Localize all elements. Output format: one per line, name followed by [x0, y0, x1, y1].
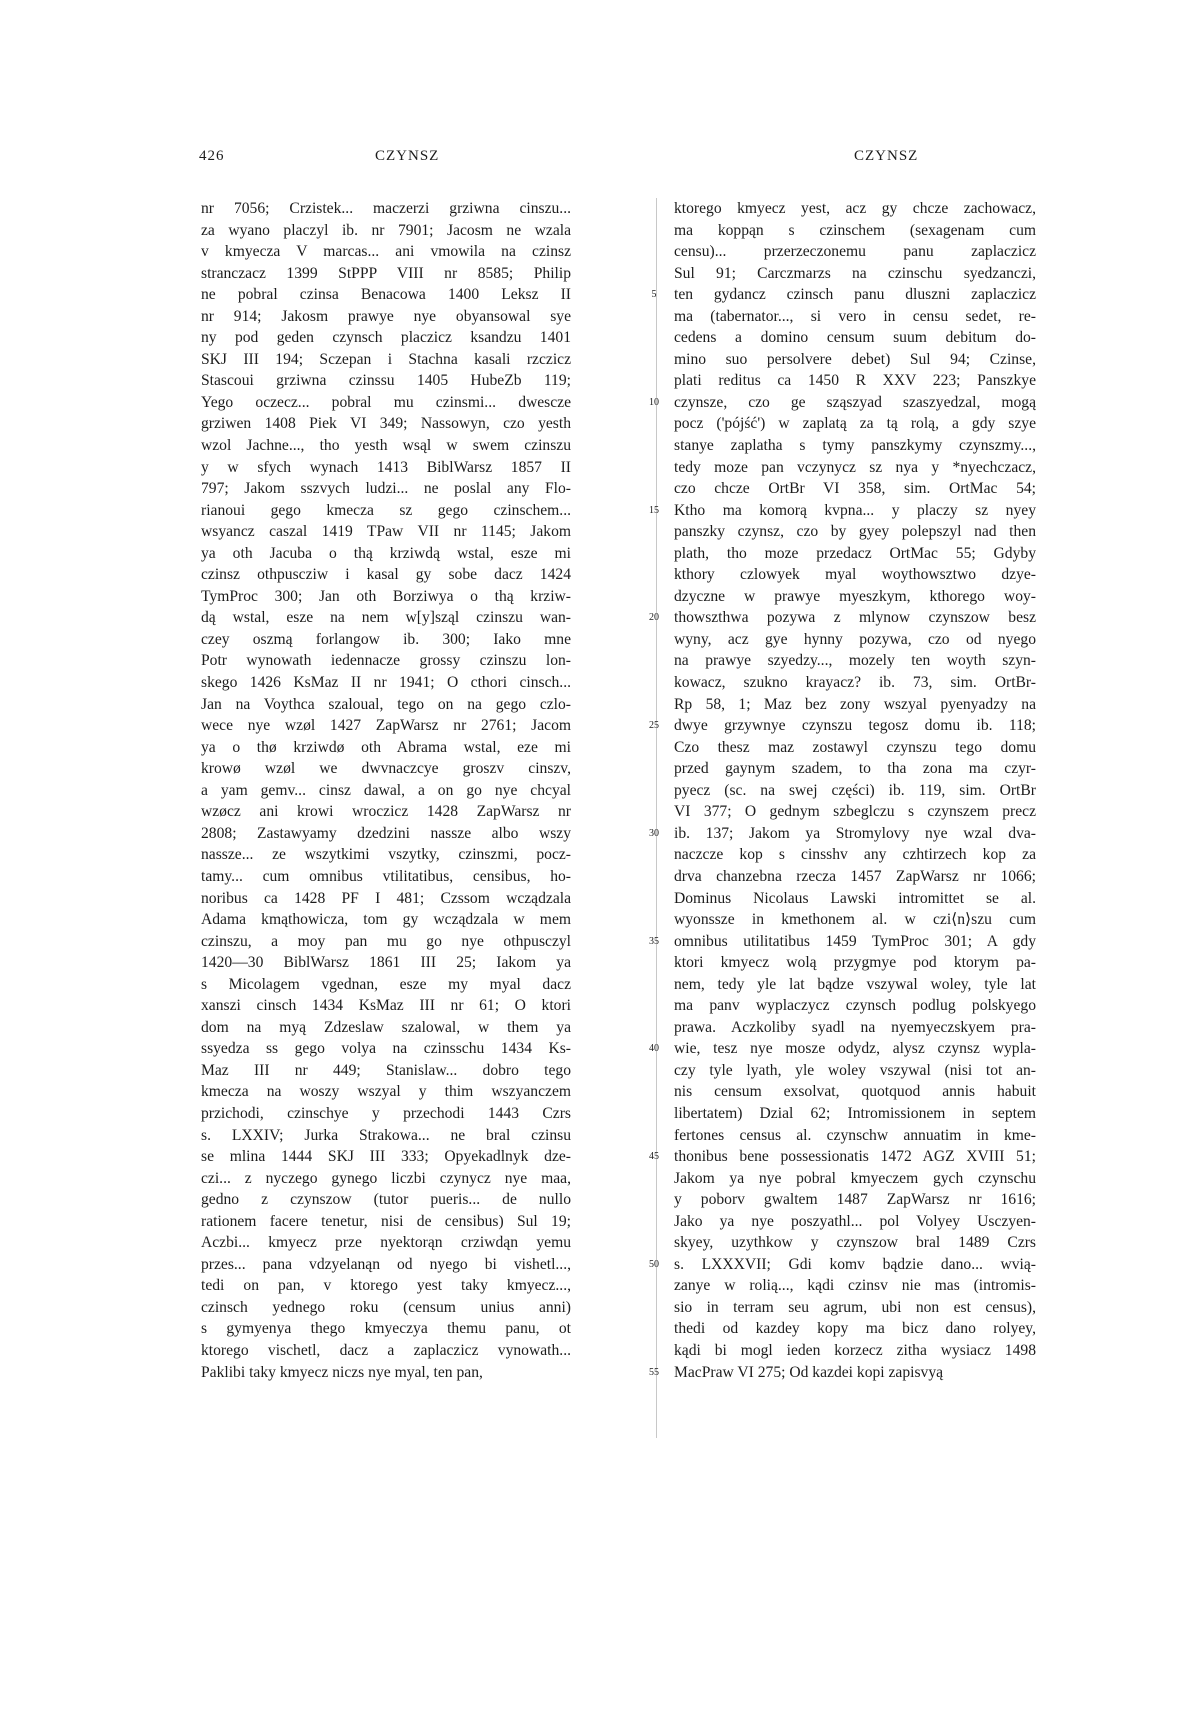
line-number: 45 — [649, 1151, 659, 1163]
text-line: tedi on pan, v ktorego yest taky kmyecz..., — [201, 1277, 571, 1295]
text-line: nis censum exsolvat, quotquod annis habuit — [674, 1083, 1036, 1101]
text-line: 1420—30 BiblWarsz 1861 III 25; Iakom ya — [201, 954, 571, 972]
text-line: ne pobral czinsa Benacowa 1400 Leksz II — [201, 286, 571, 304]
text-line: stanye zaplatha s tymy panszkymy czynszmy..., — [674, 437, 1036, 455]
text-line: skego 1426 KsMaz II nr 1941; O cthori cinsch... — [201, 674, 571, 692]
text-line: VI 377; O gednym szbeglczu s czynszem precz — [674, 803, 1036, 821]
text-line: Aczbi... kmyecz prze nyektorąn crziwdąn yemu — [201, 1234, 571, 1252]
text-line: przichodi, czinschye y przechodi 1443 Czrs — [201, 1104, 571, 1122]
text-line: ten gydancz czinsch panu dluszni zaplaczicz — [674, 286, 1036, 304]
text-line: xanszi cinsch 1434 KsMaz III nr 61; O ktori — [201, 997, 571, 1015]
text-line: czo chcze OrtBr VI 358, sim. OrtMac 54; — [674, 480, 1036, 498]
text-line: censu)... przerzeczonemu panu zaplaczicz — [674, 243, 1036, 261]
text-line: fertones census al. czynschw annuatim in kme- — [674, 1126, 1036, 1144]
text-line: Dominus Nicolaus Lawski intromittet se al. — [674, 889, 1036, 907]
text-line: Jan na Voythca szaloual, tego on na gego czlo- — [201, 695, 571, 713]
text-line: przed gaynym szadem, to tha zona ma czyr- — [674, 760, 1036, 778]
text-line: plath, tho moze przedacz OrtMac 55; Gdyby — [674, 544, 1036, 562]
line-number-gutter — [636, 198, 672, 1383]
text-line: czinsz othpusczіw i kasal gy sobe dacz 1424 — [201, 566, 571, 584]
text-line: thowszthwa pozywa z mlynow czynszow besz — [674, 609, 1036, 627]
page-number: 426 — [199, 148, 225, 164]
text-line: Paklibi taky kmyecz niczs nye myal, ten pan, — [201, 1363, 483, 1381]
text-line: ya oth Jacuba o thą krziwdą wstal, esze mi — [201, 544, 571, 562]
line-number: 30 — [649, 827, 659, 839]
text-line: naczcze kop s cinsshv any czhtirzech kop za — [674, 846, 1036, 864]
text-line: czynsze, czo ge sząszyad szaszyedzal, mogą — [674, 393, 1036, 411]
text-line: wsyancz caszal 1419 TPaw VII nr 1145; Jakom — [201, 523, 571, 541]
text-line: ktori kmyecz wolą przygmye pod ktorym pa- — [674, 954, 1036, 972]
text-line: thedi od kazdey kopy ma bicz dano rolyey, — [674, 1320, 1036, 1338]
text-line: se mlina 1444 SKJ III 333; Opyekadlnyk dze- — [201, 1148, 571, 1166]
text-line: s Micolagem vgednan, esze my myal dacz — [201, 975, 571, 993]
text-line: dom na myą Zdzeslaw szalowal, w them ya — [201, 1018, 571, 1036]
left-text-column — [201, 198, 571, 1383]
text-line: drva chanzebna rzecza 1457 ZapWarsz nr 1066; — [674, 867, 1036, 885]
text-line: thonibus bene possessionatis 1472 AGZ XVIII 51; — [674, 1148, 1036, 1166]
text-line: Adama kmąthowicza, tom gy wcządzala w mem — [201, 911, 571, 929]
text-line: noribus ca 1428 PF I 481; Czssom wcządzala — [201, 889, 571, 907]
text-line: nr 7056; Crzistek... maczerzi grziwna cinszu... — [201, 200, 571, 217]
text-line: tedy moze pan vczynycz sz nya y *nyechczacz, — [674, 458, 1036, 476]
text-line: ssyedza ss gego volya na czinsschu 1434 Ks- — [201, 1040, 571, 1058]
text-line: na prawye szyedzy..., mozely ten woyth szyn- — [674, 652, 1036, 670]
text-line: tamy... cum omnibus vtilitatibus, censibus, ho- — [201, 867, 571, 885]
text-line: czey oszmą forlangow ib. 300; Iako mne — [201, 630, 571, 648]
text-line: Potr wynowath iedennacze grossy czinszu lon- — [201, 652, 571, 670]
running-head-right: CZYNSZ — [854, 148, 919, 164]
text-line: y w sfych wynach 1413 BiblWarsz 1857 II — [201, 458, 571, 476]
text-line: v kmyecza V marcas... ani vmowila na czinsz — [201, 243, 571, 261]
text-line: czinszu, a moy pan mu go nye othpusczyl — [201, 932, 571, 950]
text-line: prawa. Aczkoliby syadl na nyemyeczskyem pra- — [674, 1018, 1036, 1036]
text-line: ktorego vischetl, dacz a zaplaczicz vynowath... — [201, 1341, 571, 1359]
text-line: Maz III nr 449; Stanislaw... dobro tego — [201, 1061, 571, 1079]
line-number: 10 — [649, 396, 659, 408]
line-number: 25 — [649, 720, 659, 732]
text-line: dzyczne w prawye myeszkym, kthorego woy- — [674, 587, 1036, 605]
page-header — [199, 148, 934, 172]
text-line: kowacz, szukno krayacz? ib. 73, sim. OrtBr- — [674, 674, 1036, 692]
text-line: ya o thø krziwdø oth Abrama wstal, eze mi — [201, 738, 571, 756]
text-line: 2808; Zastawyamy dzedzini nassze albo wszy — [201, 824, 571, 842]
text-line: sio in terram seu agrum, ubi non est census), — [674, 1298, 1036, 1316]
text-line: zanye w rolią..., kądi czinsv nie mas (intromis- — [674, 1277, 1036, 1295]
text-line: wie, tesz nye mosze odydz, alysz czynsz wypla- — [674, 1040, 1036, 1058]
text-line: nem, tedy yle lat bądze vszywal woley, tyle lat — [674, 975, 1036, 993]
text-line: czi... z nyczego gynego liczbi czynycz nye maa, — [201, 1169, 571, 1187]
text-line: wece nye wzøl 1427 ZapWarsz nr 2761; Jacom — [201, 717, 571, 735]
text-line: libertatem) Dzial 62; Intromissionem in septem — [674, 1104, 1036, 1122]
text-line: 797; Jakom sszvych ludzi... ne poslal any Flo- — [201, 480, 571, 498]
text-line: wyonssze in kmethonem al. w czi⟨n⟩szu cum — [674, 911, 1036, 929]
text-line: dwye grzywnye czynszu tegosz domu ib. 118; — [674, 717, 1036, 735]
text-line: Jako ya nye poszyathl... pol Volyey Usczyen- — [674, 1212, 1036, 1230]
text-line: kthory czlowyek myal woythowsztwo dzye- — [674, 566, 1036, 584]
running-head-left: CZYNSZ — [375, 148, 440, 164]
text-line: pocz ('pójść') w zaplatą za tą rolą, a gdy szye — [674, 415, 1036, 433]
text-line: ma panv wyplaczycz czynsch podlug polskyego — [674, 997, 1036, 1015]
text-line: ma (tabernator..., si vero in censu sedet, re- — [674, 307, 1036, 325]
text-line: nr 914; Jakosm prawye nye obyansowal sye — [201, 307, 571, 325]
text-line: Stascoui grziwna czinssu 1405 HubeZb 119; — [201, 372, 571, 390]
text-line: omnibus utilitatibus 1459 TymProc 301; A gdy — [674, 932, 1036, 950]
text-line: krowø wzøl we dwvnaczcye groszv cinszv, — [201, 760, 571, 778]
text-line: nassze... ze wszytkimi vszytky, czinszmi, pocz- — [201, 846, 571, 864]
text-line: grziwen 1408 Piek VI 349; Nassowyn, czo yesth — [201, 415, 571, 433]
text-line: cedens a domino censum suum debitum do- — [674, 329, 1036, 347]
text-line: ny pod geden czynsch placzicz ksandzu 1401 — [201, 329, 571, 347]
text-line: pyecz (sc. na swej części) ib. 119, sim. OrtBr — [674, 781, 1036, 799]
line-number: 15 — [649, 504, 659, 516]
line-number: 5 — [651, 289, 657, 301]
text-line: s gymyenya thego kmyeczya themu panu, ot — [201, 1320, 571, 1338]
text-line: czy tyle lyath, yle woley vszywal (nisi tot an- — [674, 1061, 1036, 1079]
text-line: s. LXXXVII; Gdi komv bądzie dano... wvią- — [674, 1255, 1036, 1273]
text-line: Czo thesz maz zostawyl czynszu tego domu — [674, 738, 1036, 756]
text-line: gedno z czynszow (tutor pueris... de nullo — [201, 1191, 571, 1209]
text-line: stranczacz 1399 StPPP VIII nr 8585; Philip — [201, 264, 571, 282]
text-line: za wyano placzyl ib. nr 7901; Jacosm ne wzala — [201, 221, 571, 239]
text-line: TymProc 300; Jan oth Borziwya o thą krziw- — [201, 587, 571, 605]
line-number: 20 — [649, 612, 659, 624]
text-line: dą wstal, esze na nem w[y]sząl czinszu wan- — [201, 609, 571, 627]
text-line: Jakom ya nye pobral kmyeczem gych czynschu — [674, 1169, 1036, 1187]
text-line: wzøcz ani krowi wroczicz 1428 ZapWarsz nr — [201, 803, 571, 821]
text-line: Rp 58, 1; Maz bez zony wszyal pyenyadzy na — [674, 695, 1036, 713]
text-line: mino suo persolvere debet) Sul 94; Czinse, — [674, 350, 1036, 368]
text-line: Sul 91; Carczmarzs na czinschu syedzanczi, — [674, 264, 1036, 282]
text-line: s. LXXIV; Jurka Strakowa... ne bral czinsu — [201, 1126, 571, 1144]
line-number: 55 — [649, 1366, 659, 1378]
text-line: czinsch yednego roku (censum unius anni) — [201, 1298, 571, 1316]
text-line: wzol Jachne..., tho yesth wsąl w swem czinszu — [201, 437, 571, 455]
text-line: wyny, acz gye hynny pozywa, czo od nyego — [674, 630, 1036, 648]
text-line: kmecza na woszy wszyal y thim wszyanczem — [201, 1083, 571, 1101]
right-text-column — [674, 198, 1036, 1383]
text-line: rationem facere tenetur, nisi de censibus) Sul 19; — [201, 1212, 571, 1230]
text-line: Ktho ma komorą kvpna... y placzy sz nyey — [674, 501, 1036, 519]
text-line: kądi bi mogl ieden korzecz zitha wysiacz 1498 — [674, 1341, 1036, 1359]
line-number: 40 — [649, 1043, 659, 1055]
text-line: ib. 137; Jakom ya Stromylovy nye wzal dva- — [674, 824, 1036, 842]
text-line: plati reditus ca 1450 R XXV 223; Panszkye — [674, 372, 1036, 390]
text-line: Yego oczecz... pobral mu czinsmi... dwescze — [201, 393, 571, 411]
text-line: y poborv gwaltem 1487 ZapWarsz nr 1616; — [674, 1191, 1036, 1209]
text-line: ma koppąn s czinschem (sexagenam cum — [674, 221, 1036, 239]
text-line: ktorego kmyecz yest, acz gy chcze zachowacz, — [674, 200, 1036, 217]
text-line: MacPraw VI 275; Od kazdei kopi zapisvyą — [674, 1363, 944, 1381]
text-line: przes... pana vdzyelanąn od nyego bi vishetl..., — [201, 1255, 571, 1273]
text-line: skyey, uzythkow y czynszow bral 1489 Czrs — [674, 1234, 1036, 1252]
line-number: 50 — [649, 1258, 659, 1270]
text-line: panszky czynsz, czo by gyey polepszyl nad then — [674, 523, 1036, 541]
text-line: SKJ III 194; Sczepan i Stachna kasali rzczicz — [201, 350, 571, 368]
text-line: a yam gemv... cinsz dawal, a on go nye chcyal — [201, 781, 571, 799]
line-number: 35 — [649, 935, 659, 947]
text-line: rianoui gego kmecza sz gego czinschem... — [201, 501, 571, 519]
